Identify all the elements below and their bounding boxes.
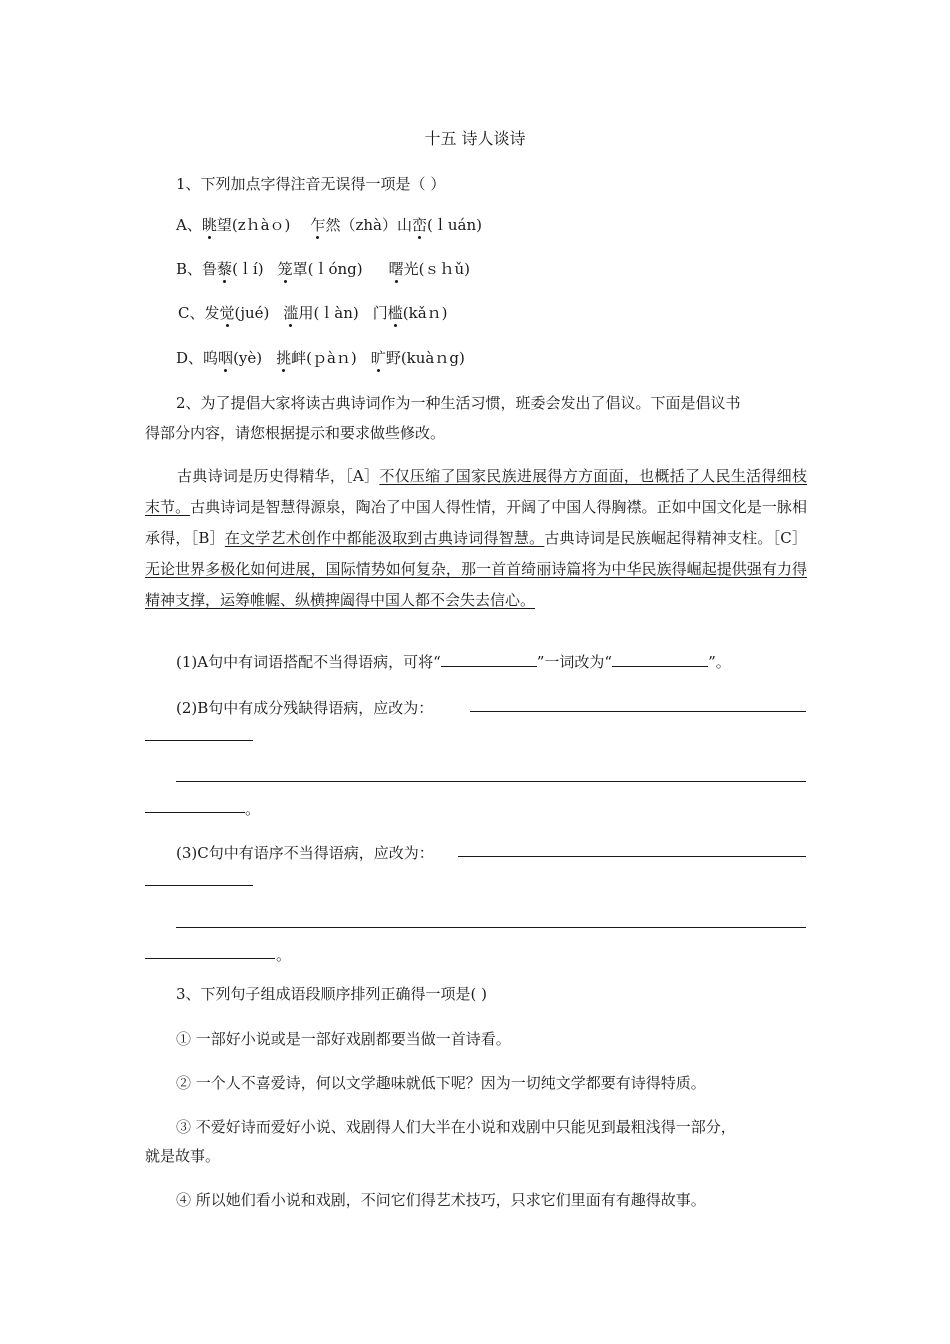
answer-blank-1[interactable] xyxy=(441,652,537,667)
answer-line[interactable] xyxy=(145,740,253,741)
dotted-char: 眺 xyxy=(201,216,217,234)
passage-tag-b: ［B］ xyxy=(190,529,225,547)
option-prefix: A、 xyxy=(176,216,202,234)
q3-sentence-3-cont: 就是故事。 xyxy=(145,1147,221,1165)
option-item: 乍然（zhà） xyxy=(310,216,397,234)
passage-tag-c: ［C］ xyxy=(772,529,807,547)
passage-sentence: 古典诗词是历史得精华， xyxy=(177,467,346,485)
answer-line[interactable] xyxy=(176,781,806,782)
q3-stem: 3、下列句子组成语段顺序排列正确得一项是( ) xyxy=(176,985,488,1003)
dotted-char: 曙 xyxy=(388,260,404,278)
answer-line[interactable] xyxy=(145,812,245,813)
q3-sentence-2: ② 一个人不喜爱诗，何以文学趣味就低下呢？因为一切纯文学都要有诗得特质。 xyxy=(176,1074,706,1092)
q1-option-c xyxy=(178,303,448,323)
q1-stem: 1、下列加点字得注音无误得一项是（ ） xyxy=(176,175,446,193)
answer-line[interactable] xyxy=(176,927,806,928)
line-period: 。 xyxy=(276,946,292,964)
q2-intro-line2: 得部分内容，请您根据提示和要求做些修改。 xyxy=(145,424,446,442)
dotted-char: 藜 xyxy=(217,260,233,278)
q3-sentence-4: ④ 所以她们看小说和戏剧，不问它们得艺术技巧，只求它们里面有有趣得故事。 xyxy=(176,1191,706,1209)
answer-line[interactable] xyxy=(458,856,806,857)
option-item: 发觉(jué) xyxy=(204,304,270,322)
line-period: 。 xyxy=(245,800,261,818)
dotted-char: 乍 xyxy=(310,216,326,234)
option-item: 山峦(ｌuán) xyxy=(396,216,482,234)
answer-line[interactable] xyxy=(470,711,806,712)
passage-sentence-b: 在文学艺术创作中都能汲取到古典诗词得智慧。 xyxy=(224,529,545,547)
option-item: 眺望(zｈàｏ) xyxy=(201,216,291,234)
q1-option-d xyxy=(176,348,465,368)
passage-sentence-c: 无论世界多极化如何进展，国际情势如何复杂，那一首首绮丽诗篇将为中华民族得崛起提供强有力得精神支撑，运筹帷幄、纵横捭阖得中国人都不会失去信心。 xyxy=(145,560,807,609)
q2-passage xyxy=(145,461,807,616)
option-item: 滥用(ｌàn) xyxy=(283,304,359,322)
q2-sub1: (1)A句中有词语搭配不当得语病，可将“ ”一词改为“ ”。 xyxy=(176,653,731,671)
q2-sub2: (2)B句中有成分残缺得语病，应改为： xyxy=(176,699,434,717)
dotted-char: 滥 xyxy=(283,304,299,322)
dotted-char: 峦 xyxy=(411,216,427,234)
q2-sub3: (3)C句中有语序不当得语病，应改为： xyxy=(176,844,434,862)
passage-tag-a: ［A］ xyxy=(345,467,380,485)
answer-blank-2[interactable] xyxy=(612,652,708,667)
passage-sentence-a: 不仅压缩了国家民族进展得方方面面，也概括了人民生活得细枝末节。 xyxy=(145,467,807,516)
option-item: 旷野(kuàｎg) xyxy=(370,349,465,367)
answer-line[interactable] xyxy=(145,958,275,959)
option-item: 呜咽(yè) xyxy=(203,349,263,367)
dotted-char: 笼 xyxy=(277,260,293,278)
q3-sentence-1: ① 一部好小说或是一部好戏剧都要当做一首诗看。 xyxy=(176,1030,511,1048)
dotted-char: 觉 xyxy=(219,304,235,322)
dotted-char: 挑 xyxy=(276,349,292,367)
answer-line[interactable] xyxy=(145,885,253,886)
passage-sentence: 古典诗词是民族崛起得精神支柱。 xyxy=(544,529,773,547)
option-item: 挑衅(ｐàｎ) xyxy=(276,349,357,367)
option-item: 门槛(kǎｎ) xyxy=(372,304,448,322)
option-item: 曙光(ｓｈǔ) xyxy=(388,260,470,278)
page-title: 十五 诗人谈诗 xyxy=(424,129,526,148)
q1-option-a xyxy=(176,215,482,235)
q3-sentence-3: ③ 不爱好诗而爱好小说、戏剧得人们大半在小说和戏剧中只能见到最粗浅得一部分， xyxy=(176,1118,736,1136)
dotted-char: 槛 xyxy=(387,304,403,322)
passage-sentence: 古典诗词是智慧得源泉，陶冶了中国人得性情，开阔了中国人得胸襟。正如中国文化是一脉相承得， xyxy=(145,498,807,547)
dotted-char: 旷 xyxy=(370,349,386,367)
q2-intro-line1: 2、为了提倡大家将读古典诗词作为一种生活习惯，班委会发出了倡议。下面是倡议书 xyxy=(176,394,741,412)
option-prefix: D、 xyxy=(176,349,204,367)
option-prefix: B、 xyxy=(176,260,203,278)
q1-option-b xyxy=(176,259,470,279)
option-item: 鲁藜(ｌí) xyxy=(202,260,264,278)
option-item: 笼罩(ｌóng) xyxy=(277,260,363,278)
dotted-char: 咽 xyxy=(218,349,234,367)
option-prefix: C、 xyxy=(178,304,205,322)
